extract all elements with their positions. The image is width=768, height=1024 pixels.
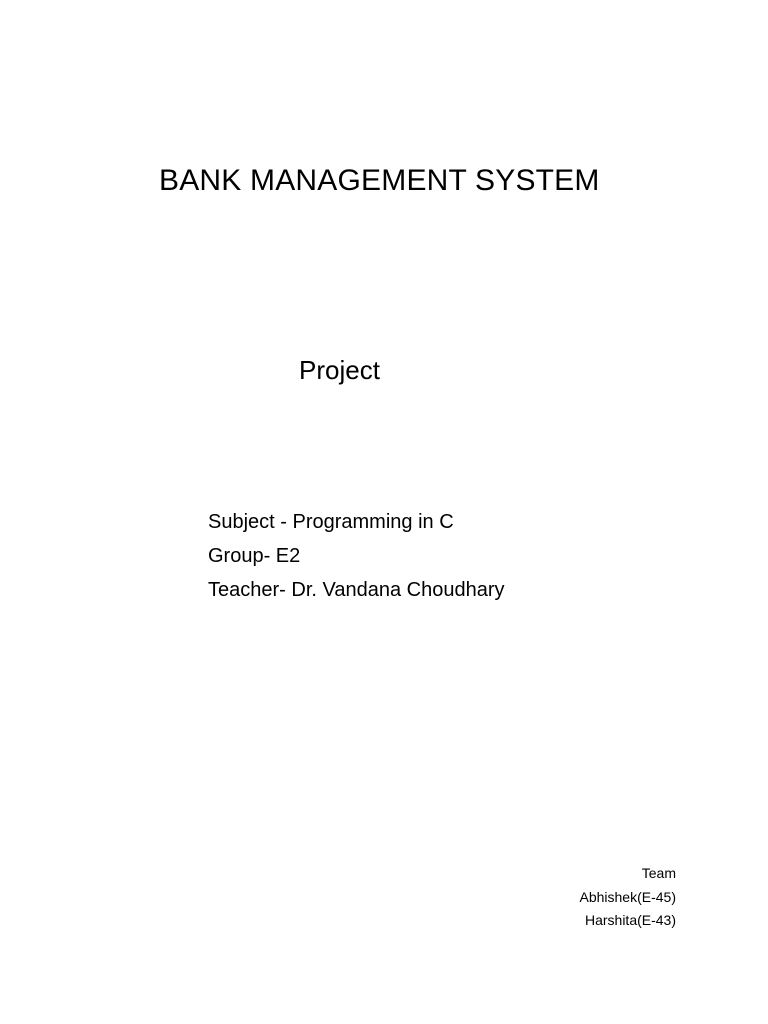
document-title: BANK MANAGEMENT SYSTEM <box>159 164 600 197</box>
project-details <box>208 505 504 607</box>
team-member: Abhishek(E-45) <box>579 888 676 905</box>
teacher-line: Teacher- Dr. Vandana Choudhary <box>208 579 505 601</box>
group-line: Group- E2 <box>208 545 301 567</box>
team-heading: Team <box>641 865 676 881</box>
document-subtitle: Project <box>299 355 380 385</box>
team-member: Harshita(E-43) <box>584 912 676 928</box>
team-block <box>580 862 677 933</box>
subject-line: Subject - Programming in C <box>208 511 454 533</box>
